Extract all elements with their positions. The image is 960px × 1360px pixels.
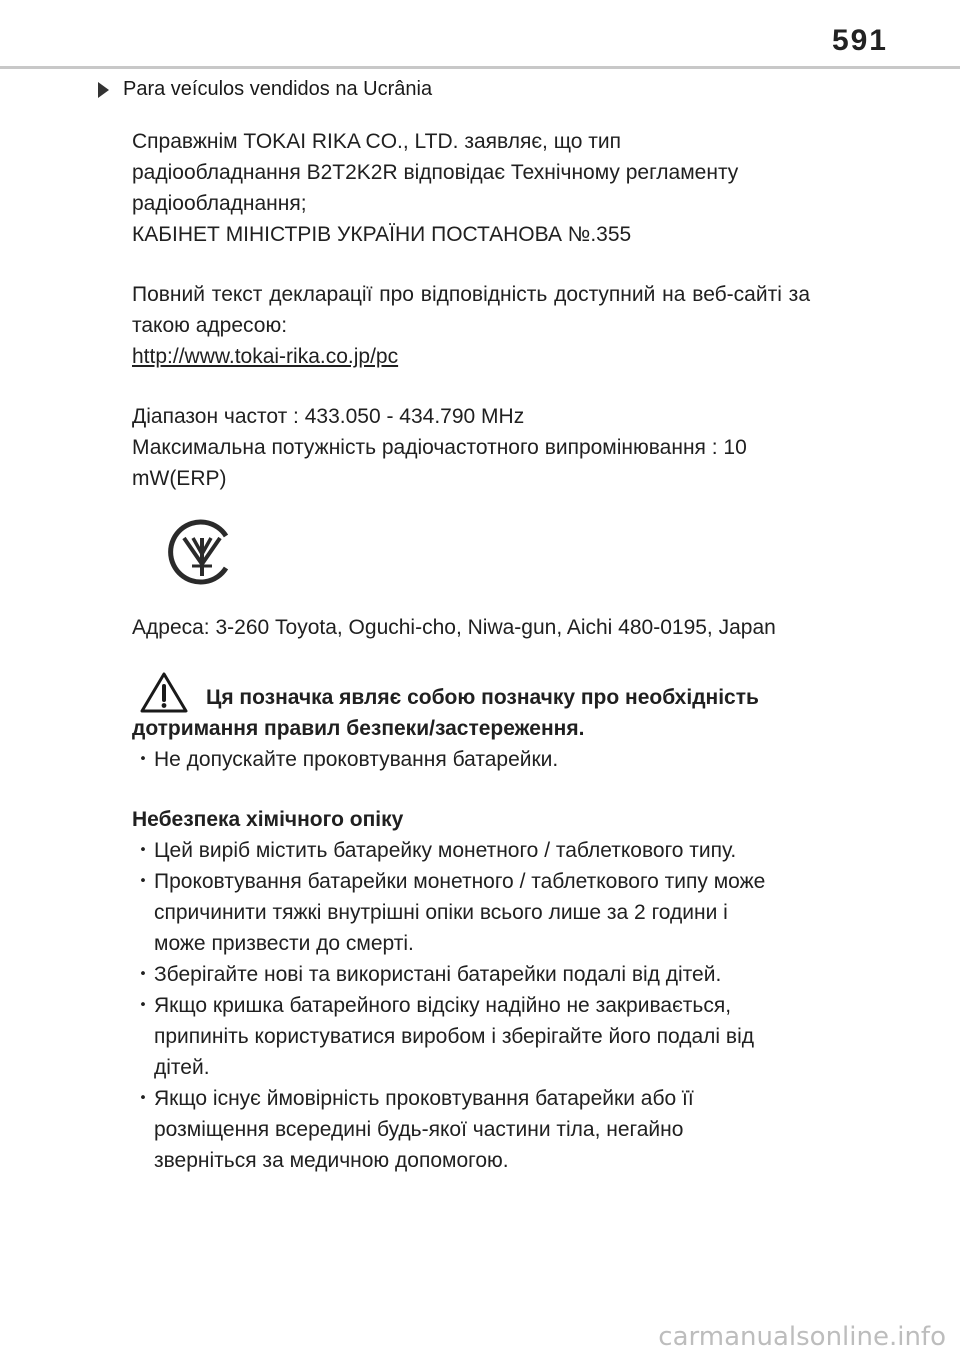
declaration-line: КАБІНЕТ МІНІСТРІВ УКРАЇНИ ПОСТАНОВА №.355 [132, 223, 632, 246]
max-power: Максимальна потужність радіочастотного випромінювання : 10 mW(ERP) [132, 436, 747, 490]
bullet-symbol: ・ [132, 870, 154, 893]
warning-line [132, 643, 810, 713]
spacer [132, 250, 810, 279]
site-watermark: carmanualsonline.info [658, 1322, 946, 1352]
list-item [132, 1083, 810, 1114]
frequency-range: Діапазон частот : 433.050 - 434.790 MHz [132, 405, 525, 428]
list-item [132, 744, 810, 775]
section-heading-text: Para veículos vendidos na Ucrânia [123, 78, 433, 100]
list-item-continuation: припиніть користуватися виробом і зберігайте його подалі від [154, 1025, 755, 1048]
warning-triangle-icon [140, 671, 188, 713]
bullet-symbol: ・ [132, 748, 154, 771]
list-item-text: Не допускайте проковтування батарейки. [154, 748, 559, 771]
triangle-bullet-icon [98, 82, 109, 98]
list-item-continuation: дітей. [154, 1056, 210, 1079]
list-item-continuation: спричинити тяжкі внутрішні опіки всього лише за 2 години і [154, 901, 728, 924]
list-item-continuation: зверніться за медичною допомогою. [154, 1149, 509, 1172]
conformity-mark-area [132, 494, 810, 612]
bullet-symbol: ・ [132, 1087, 154, 1110]
bullet-symbol: ・ [132, 839, 154, 862]
address: Адреса: 3-260 Toyota, Oguchi-cho, Niwa-gun, Aichi 480-0195, Japan [132, 616, 776, 639]
declaration-line: радіообладнання; [132, 192, 307, 215]
declaration-url-link[interactable]: http://www.tokai-rika.co.jp/pc [132, 345, 399, 368]
warning-text-line2: дотримання правил безпеки/застереження. [132, 717, 585, 740]
list-item-text: Зберігайте нові та використані батарейки подалі від дітей. [154, 963, 722, 986]
ukraine-conformity-mark-icon [166, 516, 238, 588]
warning-text-line1: Ця позначка являє собою позначку про необхідність [206, 686, 759, 709]
list-item [132, 835, 810, 866]
chemical-hazard-heading: Небезпека хімічного опіку [132, 808, 404, 831]
spacer [132, 372, 810, 401]
section-heading [98, 78, 432, 101]
declaration-line: радіообладнання B2T2K2R відповідає Технічному регламенту [132, 161, 739, 184]
list-item [132, 866, 810, 897]
list-item [132, 990, 810, 1021]
header-divider [0, 66, 960, 69]
list-item-text: Якщо кришка батарейного відсіку надійно не закривається, [154, 994, 732, 1017]
declaration-line: Справжнім TOKAI RIKA CO., LTD. заявляє, що тип [132, 130, 621, 153]
bullet-symbol: ・ [132, 963, 154, 986]
list-item-text: Якщо існує ймовірність проковтування батарейки або її [154, 1087, 694, 1110]
list-item [132, 959, 810, 990]
list-item-continuation: може призвести до смерті. [154, 932, 414, 955]
bullet-symbol: ・ [132, 994, 154, 1017]
list-item-continuation: розміщення всередині будь-якої частини тіла, негайно [154, 1118, 684, 1141]
spacer [132, 775, 810, 804]
page-number: 591 [831, 24, 888, 57]
list-item-text: Проковтування батарейки монетного / таблеткового типу може [154, 870, 766, 893]
page-content [132, 126, 810, 1176]
fulltext-paragraph: Повний текст декларації про відповідність доступний на веб-сайті за такою адресою: [132, 283, 810, 337]
list-item-text: Цей виріб містить батарейку монетного / таблеткового типу. [154, 839, 737, 862]
